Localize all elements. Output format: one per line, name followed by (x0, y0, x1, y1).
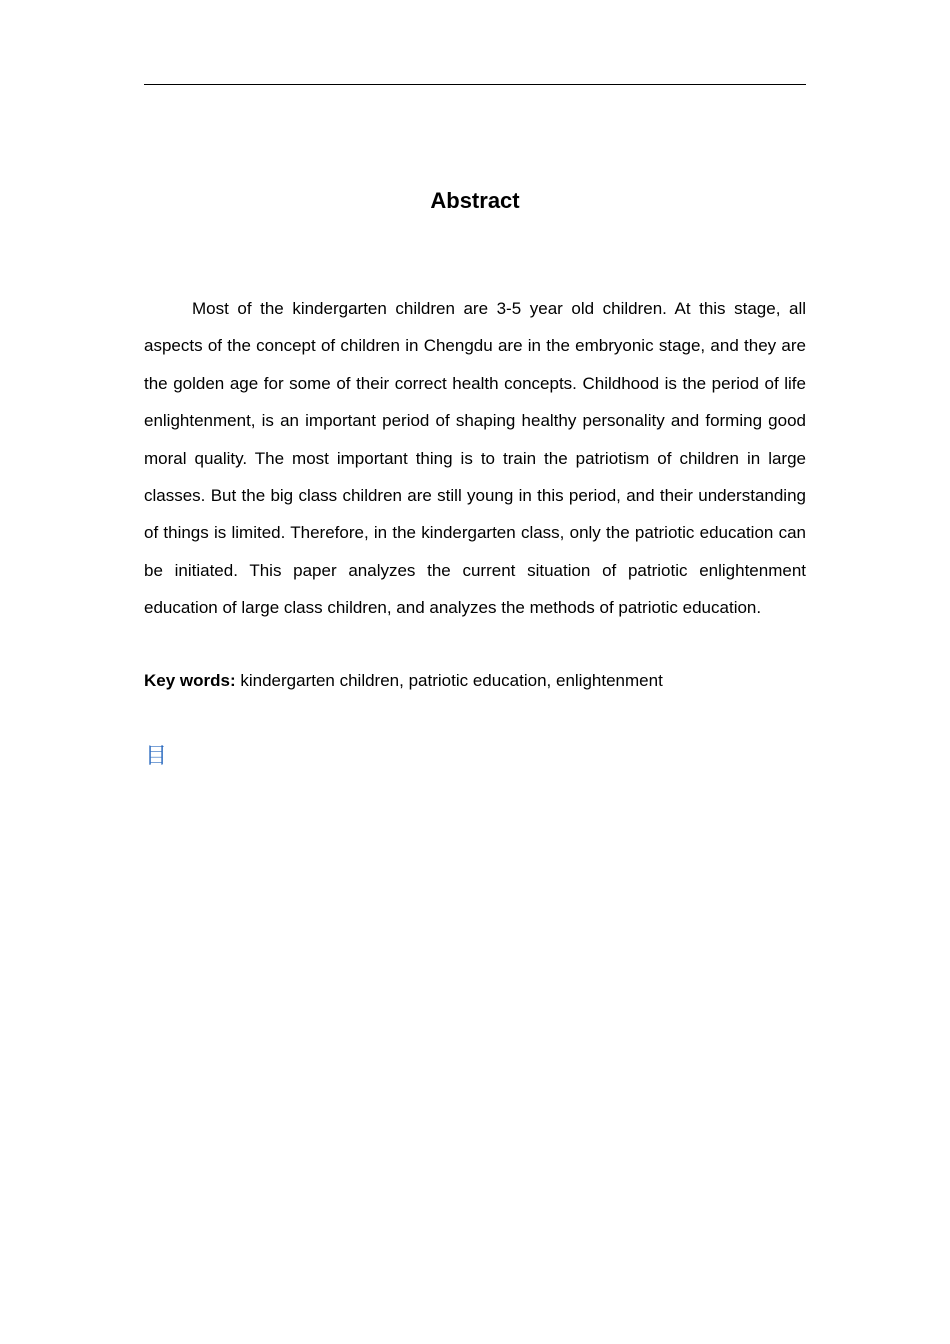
abstract-title: Abstract (430, 188, 520, 213)
keywords-line (144, 666, 806, 696)
abstract-paragraph: Most of the kindergarten children are 3-5 year old children. At this stage, all aspects of the concept of children in Chengdu are in the embryonic stage, and they are the golden age for some of their correct health concepts. Childhood is the period of life enlightenment, is an important period of shaping healthy personality and forming good moral quality. The most important thing is to train the patriotism of children in large classes. But the big class children are still young in this period, and their understanding of things is limited. Therefore, in the kindergarten class, only the patriotic education can be initiated. This paper analyzes the current situation of patriotic enlightenment education of large class children, and analyzes the methods of patriotic education. (144, 299, 806, 618)
header-rule (144, 84, 806, 85)
keywords-label: Key words: (144, 671, 236, 690)
toc-heading-fragment: 目 (145, 744, 168, 769)
keywords-text: kindergarten children, patriotic education, enlightenment (235, 671, 663, 690)
